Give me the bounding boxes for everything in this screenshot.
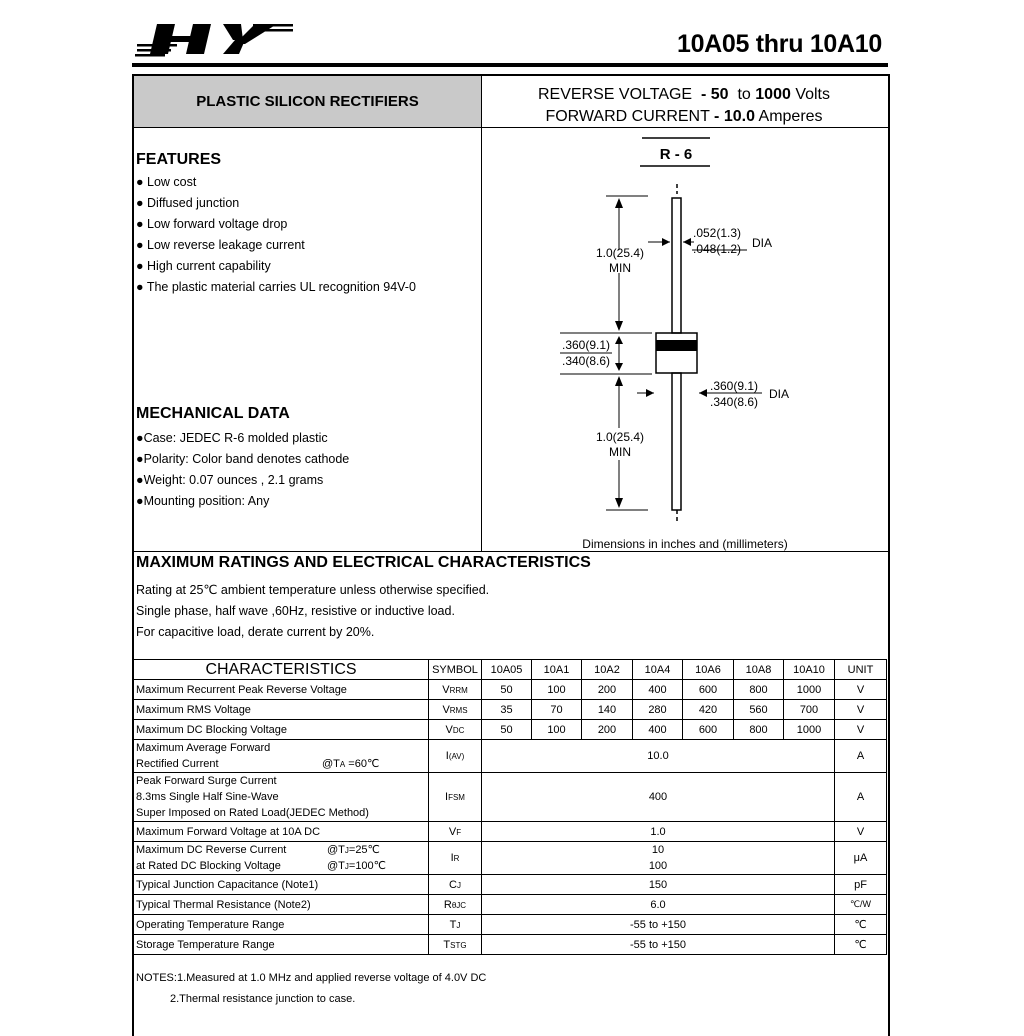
list-item: ● Low reverse leakage current xyxy=(136,238,305,252)
title-rule xyxy=(132,63,888,67)
list-item: ●Weight: 0.07 ounces , 2.1 grams xyxy=(136,473,324,487)
r6-package-drawing xyxy=(482,128,886,552)
mechanical-heading: MECHANICAL DATA xyxy=(136,405,290,422)
body-dia-max: .360(9.1) xyxy=(710,379,759,393)
col-header: UNIT xyxy=(835,660,887,680)
body-dia-min: .340(8.6) xyxy=(710,395,759,409)
body-length-min: .340(8.6) xyxy=(562,354,611,368)
list-item: ●Case: JEDEC R-6 molded plastic xyxy=(136,431,328,445)
ratings-summary xyxy=(482,84,886,128)
lead-dia-label: DIA xyxy=(752,236,773,250)
top-lead-min: MIN xyxy=(609,261,631,275)
table-row: Typical Junction Capacitance (Note1) CJ 150 pF xyxy=(134,875,887,895)
table-row: Maximum DC Blocking Voltage VDC 50 100 200 400 600 800 1000 V xyxy=(134,720,887,740)
body-dia-label: DIA xyxy=(769,387,790,401)
list-item: ● The plastic material carries UL recognition 94V-0 xyxy=(136,280,416,294)
list-item: ● High current capability xyxy=(136,259,271,273)
col-header: 10A8 xyxy=(734,660,784,680)
bottom-lead-min: MIN xyxy=(609,445,631,459)
list-item: ● Low cost xyxy=(136,175,197,189)
table-header-row xyxy=(134,660,887,680)
top-lead-length: 1.0(25.4) xyxy=(595,246,645,260)
list-item: ● Diffused junction xyxy=(136,196,240,210)
list-item: ●Mounting position: Any xyxy=(136,494,270,508)
features-heading: FEATURES xyxy=(136,151,222,168)
dimensions-caption: Dimensions in inches and (millimeters) xyxy=(582,537,788,551)
product-type: PLASTIC SILICON RECTIFIERS xyxy=(196,93,419,110)
table-row: Maximum Recurrent Peak Reverse Voltage VRRM 50 100 200 400 600 800 1000 V xyxy=(134,680,887,700)
reverse-voltage-line: REVERSE VOLTAGE - 50 to 1000 Volts xyxy=(537,86,830,103)
lead-dia-max: .052(1.3) xyxy=(693,226,742,240)
package-label: R - 6 xyxy=(659,146,693,163)
table-row: Operating Temperature Range TJ -55 to +150 ℃ xyxy=(134,915,887,935)
table-row: Maximum Average Forward Rectified Current @TA =60℃ I(AV) 10.0 A xyxy=(134,740,887,773)
hy-logo xyxy=(135,18,295,60)
ratings-heading: MAXIMUM RATINGS AND ELECTRICAL CHARACTERISTICS xyxy=(136,554,591,571)
table-row: Typical Thermal Resistance (Note2) RθJC 6.0 ℃/W xyxy=(134,895,887,915)
forward-current-line: FORWARD CURRENT - 10.0 Amperes xyxy=(545,108,823,125)
col-header: 10A4 xyxy=(633,660,683,680)
table-row: Maximum Forward Voltage at 10A DC VF 1.0 V xyxy=(134,822,887,842)
table-row: Storage Temperature Range TSTG -55 to +150 ℃ xyxy=(134,935,887,955)
col-header: 10A6 xyxy=(683,660,734,680)
table-row: Maximum RMS Voltage VRMS 35 70 140 280 420 560 700 V xyxy=(134,700,887,720)
col-header: 10A10 xyxy=(784,660,835,680)
col-header: SYMBOL xyxy=(429,660,482,680)
lead-dia-min: .048(1.2) xyxy=(693,242,742,256)
col-header: 10A1 xyxy=(532,660,582,680)
table-row: Maximum DC Reverse Current @TJ=25℃ at Rated DC Blocking Voltage @TJ=100℃ IR 10 100 μA xyxy=(134,842,887,875)
ratings-conditions: Rating at 25℃ ambient temperature unless otherwise specified. Single phase, half wave ,60Hz, resistive or inductive load. For capacitive load, derate current by 20%. xyxy=(136,583,490,639)
col-header: 10A2 xyxy=(582,660,633,680)
page-title: 10A05 thru 10A10 xyxy=(676,30,882,58)
col-header: CHARACTERISTICS xyxy=(134,660,429,680)
col-header: 10A05 xyxy=(482,660,532,680)
cathode-band xyxy=(656,340,697,351)
mechanical-list xyxy=(136,428,349,512)
notes-line-1: NOTES:1.Measured at 1.0 MHz and applied reverse voltage of 4.0V DC xyxy=(136,972,487,984)
features-list xyxy=(136,172,416,298)
list-item: ● Low forward voltage drop xyxy=(136,217,288,231)
table-row: Peak Forward Surge Current 8.3ms Single Half Sine-Wave Super Imposed on Rated Load(JEDEC Method) IFSM 400 A xyxy=(134,773,887,822)
list-item: ●Polarity: Color band denotes cathode xyxy=(136,452,350,466)
characteristics-table xyxy=(133,659,887,955)
body-length-max: .360(9.1) xyxy=(562,338,611,352)
notes-line-2: 2.Thermal resistance junction to case. xyxy=(170,993,356,1005)
bottom-lead-length: 1.0(25.4) xyxy=(595,430,645,444)
